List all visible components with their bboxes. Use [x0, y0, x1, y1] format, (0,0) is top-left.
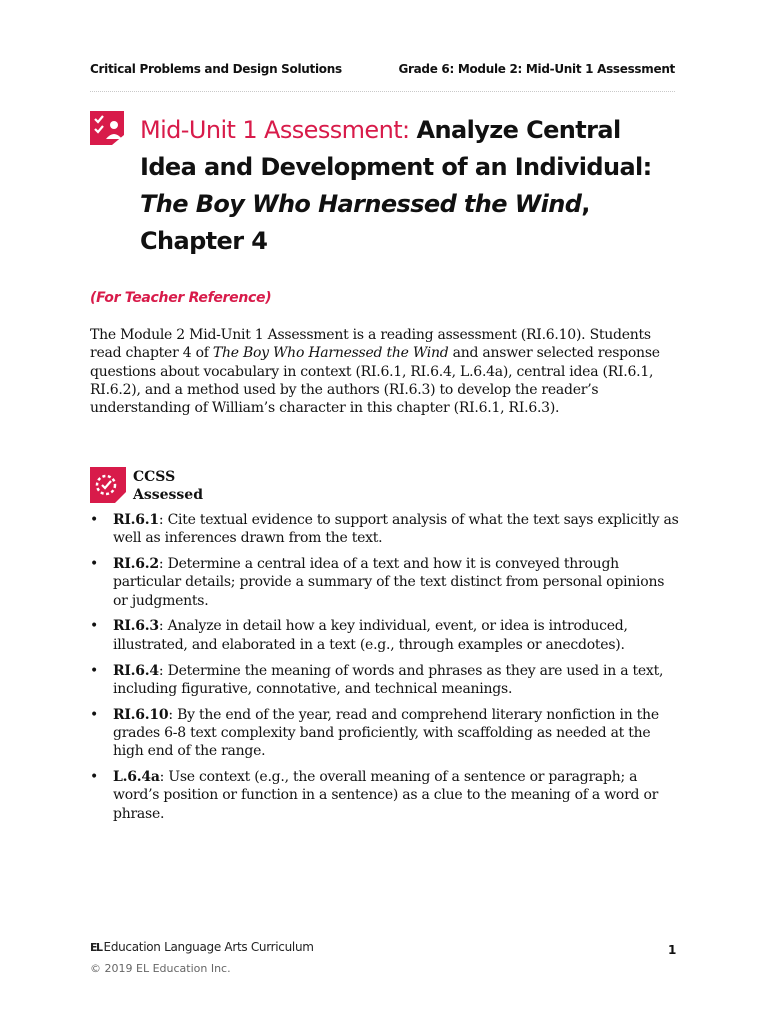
standard-code: RI.6.10 — [113, 706, 169, 723]
title-line-1: Analyze Central — [416, 116, 621, 144]
page-title — [140, 112, 700, 260]
ccss-assessed-heading — [133, 468, 203, 504]
standard-text: : Use context (e.g., the overall meaning of a sentence or paragraph; a word’s position or function in a sentence) as a clue to the meaning of a word or phrase. — [113, 769, 659, 822]
bullet: • — [90, 662, 99, 679]
standard-item — [90, 511, 682, 548]
footer-copyright: © 2019 EL Education Inc. — [90, 962, 231, 975]
standard-code: RI.6.1 — [113, 512, 159, 528]
title-comma: , — [581, 190, 590, 218]
standard-code: RI.6.4 — [113, 662, 159, 679]
standard-item — [90, 555, 682, 610]
ccss-heading-line-2: Assessed — [133, 487, 203, 503]
standard-text: : Determine a central idea of a text and how it is conveyed through particular details; provide a summary of the text distinct from personal opinions or judgments. — [113, 556, 665, 609]
standard-item — [90, 706, 682, 761]
standard-code: L.6.4a — [113, 769, 160, 786]
header-module-label: Grade 6: Module 2: Mid-Unit 1 Assessment — [398, 62, 675, 76]
header-course-title: Critical Problems and Design Solutions — [90, 62, 342, 76]
footer-logo-text: Education Language Arts Curriculum — [103, 940, 314, 954]
bullet: • — [90, 556, 99, 573]
standard-text: : By the end of the year, read and comprehend literary nonfiction in the grades 6-8 text complexity band proficiently, with scaffolding as needed at the high end of the range. — [113, 706, 659, 760]
page-number: 1 — [668, 943, 677, 957]
assessment-checklist-icon — [90, 111, 124, 145]
footer-logo — [90, 940, 314, 954]
bullet: • — [90, 769, 99, 786]
teacher-reference-note: (For Teacher Reference) — [90, 290, 272, 306]
standards-list — [90, 511, 682, 830]
standard-code: RI.6.3 — [113, 618, 159, 635]
ccss-badge-icon — [90, 467, 126, 503]
title-line-2: Idea and Development of an Individual: — [140, 153, 652, 181]
intro-book-name: The Boy Who Harnessed the Wind — [212, 345, 449, 362]
standard-text: : Cite textual evidence to support analysis of what the text says explicitly as well as inferences drawn from the text. — [113, 512, 679, 547]
page-header — [90, 62, 675, 76]
standard-item — [90, 768, 682, 823]
title-prefix: Mid-Unit 1 Assessment: — [140, 116, 417, 144]
header-divider — [90, 91, 675, 92]
bullet: • — [90, 618, 99, 635]
standard-item — [90, 617, 682, 654]
intro-text-1: The Module 2 Mid-Unit 1 Assessment is a reading assessment (RI.6.10). Students read chapter 4 of — [90, 327, 651, 362]
ccss-heading-line-1: CCSS — [133, 469, 176, 485]
standard-code: RI.6.2 — [113, 556, 159, 573]
bullet: • — [90, 512, 99, 528]
standard-text: : Analyze in detail how a key individual, event, or idea is introduced, illustrated, and elaborated in a text (e.g., through examples or anecdotes). — [113, 618, 628, 653]
intro-paragraph — [90, 326, 680, 417]
el-logo-mark: EL — [90, 940, 102, 954]
bullet: • — [90, 706, 99, 723]
standard-text: : Determine the meaning of words and phrases as they are used in a text, including figurative, connotative, and technical meanings. — [113, 662, 664, 697]
title-book-name: The Boy Who Harnessed the Wind — [140, 190, 582, 218]
intro-text-2: and answer selected response questions about vocabulary in context (RI.6.1, RI.6.4, L.6.4a), central idea (RI.6.1, RI.6.2), and a method used by the authors (RI.6.3) to develop the reader’s understanding of William’s character in this chapter (RI.6.1, RI.6.3). — [90, 345, 660, 417]
standard-item — [90, 662, 682, 699]
title-chapter: Chapter 4 — [140, 227, 268, 255]
